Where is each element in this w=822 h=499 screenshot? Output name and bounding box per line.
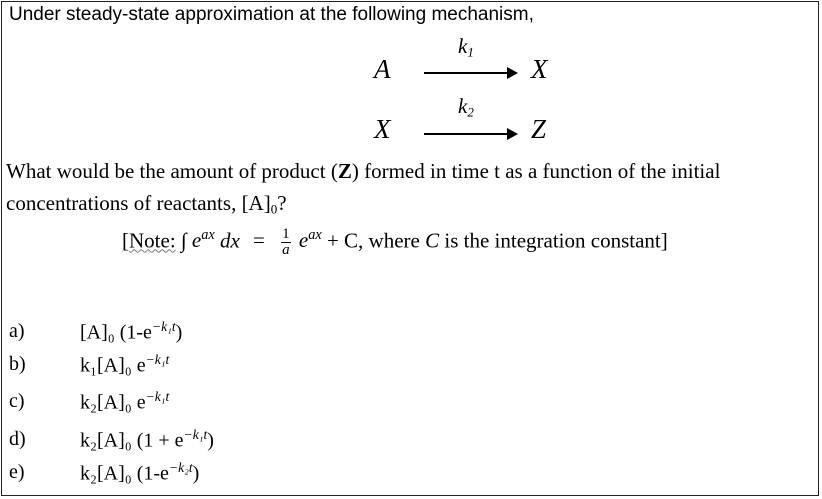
option-text-b: k₁[A]₀ $e^{-k_1t}$ <box>80 352 170 377</box>
step2-arrow <box>424 133 516 135</box>
step1-arrow <box>424 72 516 74</box>
step1-reactant: A <box>374 54 391 84</box>
prompt-line-1: What would be the amount of product (Z) formed in time t as a function of the initial <box>6 159 721 183</box>
step2-product: Z <box>531 114 547 144</box>
step2-reactant: X <box>374 114 391 144</box>
option-text-a: [A]₀ $(1-e^{-k_1t})$ <box>80 319 183 344</box>
intro-text: Under steady-state approximation at the following mechanism, <box>9 4 534 25</box>
option-text-e: k₂[A]₀ $(1-e^{-k_2t})$ <box>80 460 200 485</box>
option-text-d: k₂[A]₀ $(1 + e^{-k_1t})$ <box>80 427 214 452</box>
option-label-c: c) <box>9 390 25 412</box>
option-text-c: k₂[A]₀ $e^{-k_1t}$ <box>80 389 170 414</box>
option-label-e: e) <box>9 461 25 483</box>
integration-note: [Note: ∫ $e^{ax}$ dx = $\frac{1}{a}$ $e^{ax} + C$, where C is the integration constant] <box>122 226 668 258</box>
step1-rate-constant: $k_1$ <box>458 34 474 60</box>
step2-rate-constant: $k_2$ <box>458 94 474 120</box>
option-label-b: b) <box>9 353 26 375</box>
prompt-line-2: concentrations of reactants, $[A]_0$? <box>6 191 287 217</box>
option-label-a: a) <box>9 320 25 342</box>
step1-product: X <box>531 54 548 84</box>
option-label-d: d) <box>9 428 26 450</box>
